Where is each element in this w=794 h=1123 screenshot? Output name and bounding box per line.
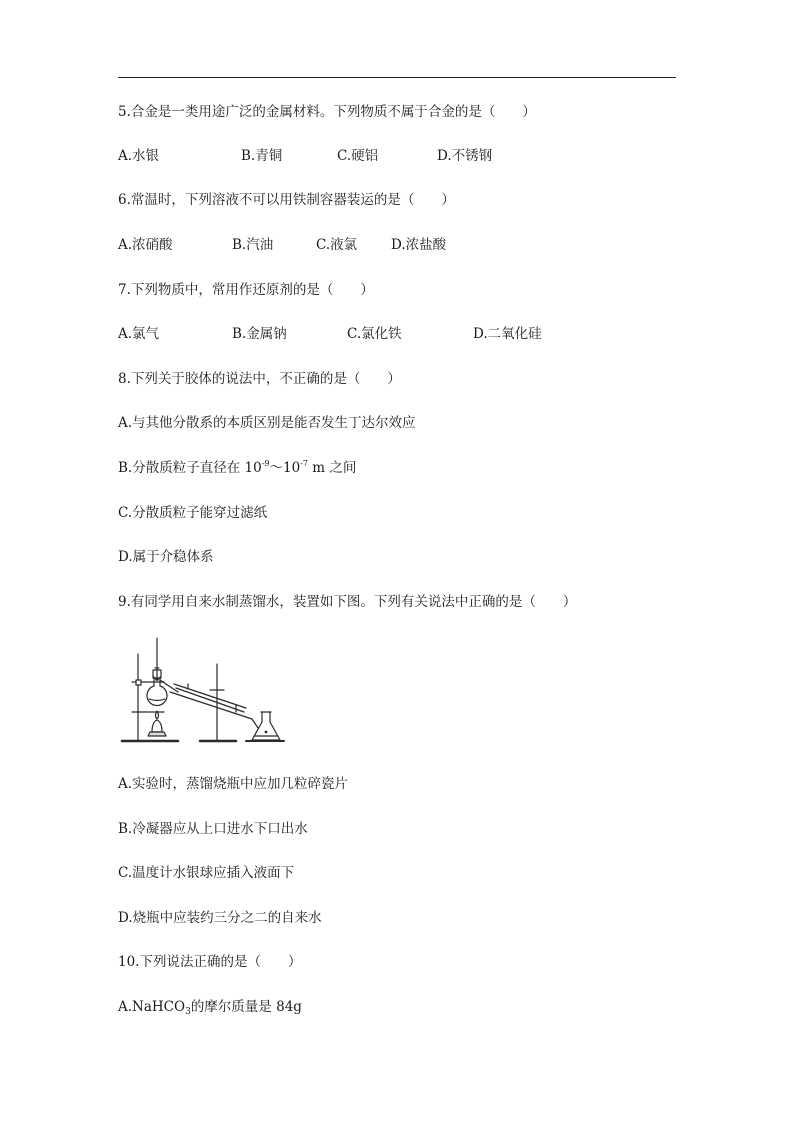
q9-stem: 9.有同学用自来水制蒸馏水，装置如下图。下列有关说法中正确的是（ ） [118, 594, 577, 610]
q8-option-b-suffix: m 之间 [307, 460, 357, 476]
thermometer [155, 638, 159, 680]
q9-option-a: A.实验时，蒸馏烧瓶中应加几粒碎瓷片 [118, 776, 349, 792]
q7-stem: 7.下列物质中，常用作还原剂的是（ ） [118, 282, 374, 298]
erlenmeyer-flask [246, 712, 284, 741]
q8-option-b-exp2: -7 [300, 459, 308, 468]
q6-stem: 6.常温时，下列溶液不可以用铁制容器装运的是（ ） [118, 192, 455, 208]
q8-option-c: C.分散质粒子能穿过滤纸 [118, 505, 268, 521]
q5-option-d: D.不锈钢 [437, 148, 493, 164]
q10-option-a-subscript: 3 [185, 1007, 191, 1017]
q7-option-d: D.二氧化硅 [473, 326, 542, 342]
q5-option-b: B.青铜 [241, 148, 283, 164]
q5-stem: 5.合金是一类用途广泛的金属材料。下列物质不属于合金的是（ ） [118, 104, 536, 120]
q7-option-c: C.氯化铁 [347, 326, 402, 342]
q6-option-b: B.汽油 [232, 237, 274, 253]
left-ring-stand [122, 654, 178, 741]
distillation-apparatus-figure [118, 632, 288, 747]
q6-option-a: A.浓硝酸 [118, 237, 173, 253]
q8-option-b-exp1: -9 [261, 459, 270, 468]
q8-option-b [118, 459, 356, 477]
q6-option-d: D.浓盐酸 [391, 237, 447, 253]
q7-option-a: A.氯气 [118, 326, 160, 342]
q10-option-a-suffix: 的摩尔质量是 84g [190, 999, 302, 1015]
q10-option-a [118, 998, 302, 1016]
alcohol-burner [148, 711, 166, 736]
q8-option-d: D.属于介稳体系 [118, 549, 214, 565]
q5-option-c: C.硬铝 [337, 148, 379, 164]
header-rule [118, 77, 676, 78]
q10-option-a-prefix: A.NaHCO [118, 999, 186, 1015]
q8-option-b-prefix: B.分散质粒子直径在 10 [118, 460, 262, 476]
q7-option-b: B.金属钠 [232, 326, 287, 342]
q8-stem: 8.下列关于胶体的说法中，不正确的是（ ） [118, 371, 401, 387]
q9-option-c: C.温度计水银球应插入液面下 [118, 865, 295, 881]
q6-option-c: C.液氯 [316, 237, 358, 253]
q5-option-a: A.水银 [118, 148, 160, 164]
q10-stem: 10.下列说法正确的是（ ） [118, 954, 302, 970]
q8-option-b-mid: ～10 [269, 460, 301, 476]
q8-option-a: A.与其他分散系的本质区别是能否发生丁达尔效应 [118, 415, 416, 431]
distillation-flask [147, 670, 178, 706]
q9-option-b: B.冷凝器应从上口进水下口出水 [118, 821, 308, 837]
q9-option-d: D.烧瓶中应装约三分之二的自来水 [118, 910, 322, 926]
